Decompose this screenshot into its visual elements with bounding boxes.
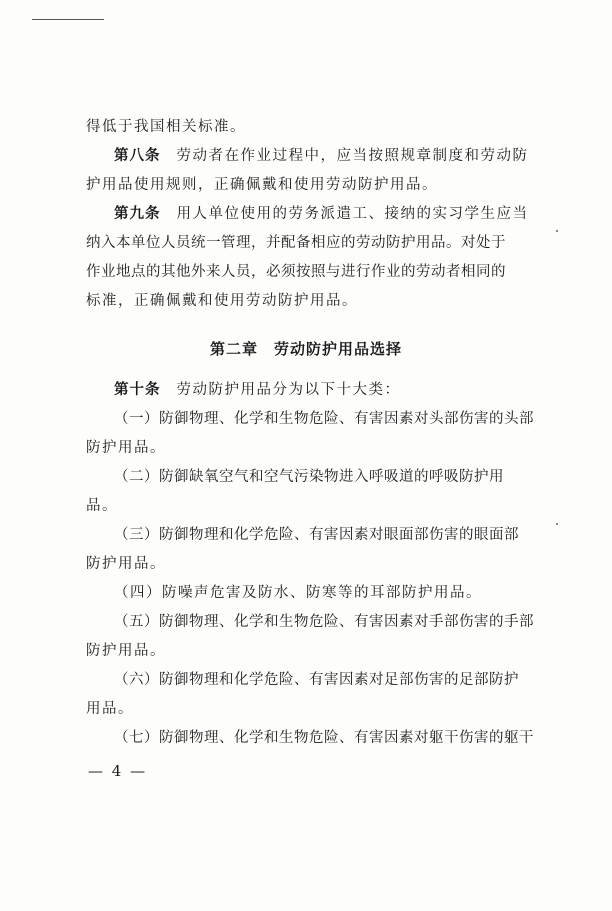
article-label: 第十条 <box>114 381 161 398</box>
page-number: — 4 — <box>88 762 148 780</box>
list-item-continued: 防护用品。 <box>86 643 166 659</box>
top-rule <box>32 19 104 20</box>
list-item: （三）防御物理和化学危险、有害因素对眼面部伤害的眼面部 <box>114 527 519 543</box>
list-item: （四）防噪声危害及防水、防寒等的耳部防护用品。 <box>114 585 482 601</box>
list-item: （七）防御物理、化学和生物危险、有害因素对躯干伤害的躯干 <box>114 730 534 746</box>
chapter-number: 第二章 <box>209 340 258 358</box>
article-nine <box>114 204 564 224</box>
list-item-continued: 防护用品。 <box>86 440 166 456</box>
list-item: （五）防御物理、化学和生物危险、有害因素对手部伤害的手部 <box>114 614 534 630</box>
text-line: 纳入本单位人员统一管理，并配备相应的劳动防护用品。对处于 <box>86 235 506 251</box>
text-line: 用人单位使用的劳务派遣工、接纳的实习学生应当 <box>176 206 529 222</box>
list-item-continued: 品。 <box>86 498 118 514</box>
text-line: 劳动者在作业过程中，应当按照规章制度和劳动防 <box>176 148 529 164</box>
article-label: 第九条 <box>114 205 161 222</box>
article-label: 第八条 <box>114 147 161 164</box>
article-ten <box>114 380 564 400</box>
chapter-heading <box>0 338 612 359</box>
text-line: 劳动防护用品分为以下十大类： <box>176 382 401 398</box>
text-line: 得低于我国相关标准。 <box>86 119 246 135</box>
text-line: 护用品使用规则，正确佩戴和使用劳动防护用品。 <box>86 177 438 193</box>
chapter-title: 劳动防护用品选择 <box>274 340 403 358</box>
text-line: 作业地点的其他外来人员，必须按照与进行作业的劳动者相同的 <box>86 264 506 280</box>
list-item-continued: 用品。 <box>86 701 134 717</box>
list-item: （六）防御物理和化学危险、有害因素对足部伤害的足部防护 <box>114 672 519 688</box>
list-item-continued: 防护用品。 <box>86 556 166 572</box>
article-eight <box>114 146 564 166</box>
scan-speck <box>556 523 558 525</box>
list-item: （二）防御缺氧空气和空气污染物进入呼吸道的呼吸防护用 <box>114 469 504 485</box>
list-item: （一）防御物理、化学和生物危险、有害因素对头部伤害的头部 <box>114 411 534 427</box>
scan-speck <box>556 230 558 232</box>
text-line: 标准，正确佩戴和使用劳动防护用品。 <box>86 293 358 309</box>
